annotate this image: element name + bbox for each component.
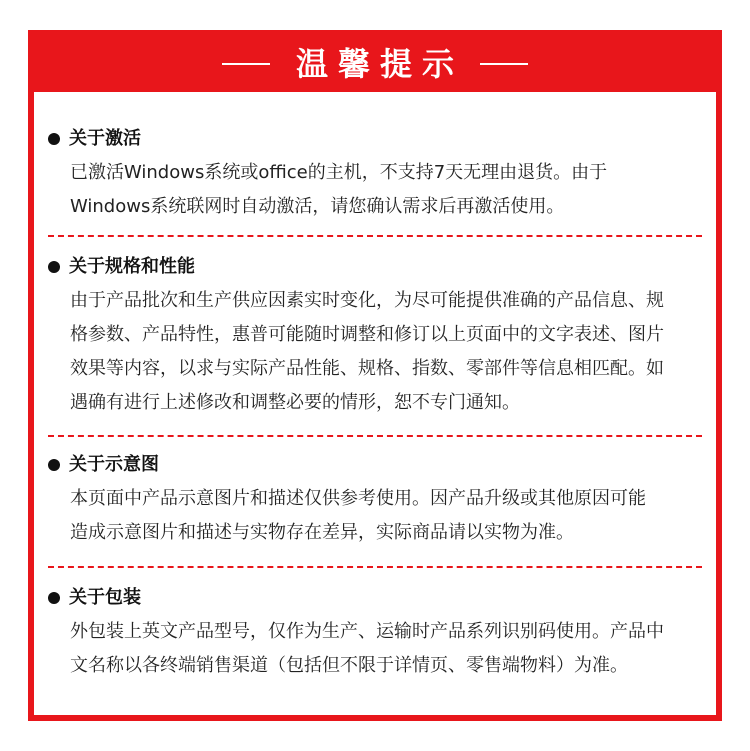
- section-divider: [48, 566, 702, 568]
- bullet-icon: [48, 133, 60, 145]
- section-divider: [48, 435, 702, 437]
- body-line: 本页面中产品示意图片和描述仅供参考使用。因产品升级或其他原因可能: [70, 488, 646, 509]
- section-body: [48, 482, 702, 550]
- section-body: [48, 615, 702, 683]
- header-dash-left: [222, 63, 270, 65]
- notice-header: [34, 36, 716, 92]
- bullet-icon: [48, 261, 60, 273]
- section-heading: [48, 450, 702, 480]
- body-line: 外包装上英文产品型号，仅作为生产、运输时产品系列识别码使用。产品中: [70, 621, 664, 642]
- section-title: 关于包装: [69, 587, 141, 608]
- body-line: Windows系统联网时自动激活，请您确认需求后再激活使用。: [70, 196, 565, 217]
- section-heading: [48, 583, 702, 613]
- section-divider: [48, 235, 702, 237]
- section-packaging: [48, 583, 702, 683]
- bullet-icon: [48, 459, 60, 471]
- notice-card: [28, 30, 722, 721]
- section-heading: [48, 124, 702, 154]
- body-line: 格参数、产品特性，惠普可能随时调整和修订以上页面中的文字表述、图片: [70, 324, 664, 345]
- body-line: 造成示意图片和描述与实物存在差异，实际商品请以实物为准。: [70, 522, 574, 543]
- header-dash-right: [480, 63, 528, 65]
- section-specs: [48, 252, 702, 420]
- body-line: 遇确有进行上述修改和调整必要的情形，恕不专门通知。: [70, 392, 520, 413]
- section-title: 关于规格和性能: [69, 256, 195, 277]
- section-illustration: [48, 450, 702, 550]
- body-line: 效果等内容，以求与实际产品性能、规格、指数、零部件等信息相匹配。如: [70, 358, 664, 379]
- section-title: 关于示意图: [69, 454, 159, 475]
- bullet-icon: [48, 592, 60, 604]
- section-heading: [48, 252, 702, 282]
- body-line: 文名称以各终端销售渠道（包括但不限于详情页、零售端物料）为准。: [70, 655, 628, 676]
- body-line: 已激活Windows系统或office的主机，不支持7天无理由退货。由于: [70, 162, 608, 183]
- notice-title: 温馨提示: [295, 45, 464, 83]
- section-body: [48, 156, 702, 224]
- body-line: 由于产品批次和生产供应因素实时变化，为尽可能提供准确的产品信息、规: [70, 290, 664, 311]
- section-title: 关于激活: [69, 128, 141, 149]
- section-body: [48, 284, 702, 420]
- section-activation: [48, 124, 702, 224]
